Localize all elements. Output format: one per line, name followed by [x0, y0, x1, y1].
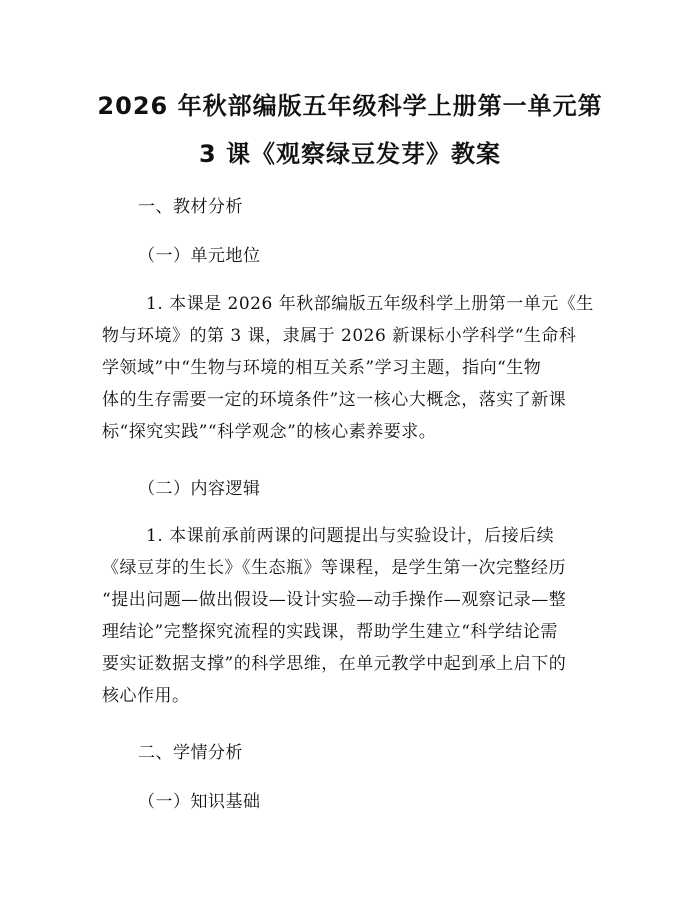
document-title-line-1: 2026 年秋部编版五年级科学上册第一单元第	[97, 92, 603, 120]
section-heading-learner-analysis: 二、学情分析	[138, 743, 243, 763]
document-title-line-2: 3 课《观察绿豆发芽》教案	[198, 140, 502, 168]
subheading-knowledge-foundation: （一）知识基础	[138, 792, 261, 812]
paragraph-line: 1. 本课是 2026 年秋部编版五年级科学上册第一单元《生	[146, 294, 594, 314]
paragraph-line: 要实证数据支撑”的科学思维，在单元教学中起到承上启下的	[102, 654, 567, 674]
paragraph-line: 核心作用。	[102, 686, 190, 706]
paragraph-line: 标“探究实践”“科学观念”的核心素养要求。	[102, 422, 437, 442]
paragraph-line: 学领域”中“生物与环境的相互关系”学习主题，指向“生物	[102, 358, 542, 378]
paragraph-line: “提出问题—做出假设—设计实验—动手操作—观察记录—整	[102, 590, 567, 610]
paragraph-line: 《绿豆芽的生长》《生态瓶》等课程，是学生第一次完整经历	[102, 558, 566, 578]
paragraph-line: 物与环境》的第 3 课，隶属于 2026 新课标小学科学“生命科	[102, 326, 577, 346]
subheading-content-logic: （二）内容逻辑	[138, 479, 261, 499]
paragraph-line: 1. 本课前承前两课的问题提出与实验设计，后接后续	[146, 526, 555, 546]
subheading-unit-position: （一）单元地位	[138, 246, 261, 266]
paragraph-line: 理结论”完整探究流程的实践课，帮助学生建立“科学结论需	[102, 622, 558, 642]
section-heading-teaching-material: 一、教材分析	[138, 197, 243, 217]
paragraph-line: 体的生存需要一定的环境条件”这一核心大概念，落实了新课	[102, 390, 567, 410]
